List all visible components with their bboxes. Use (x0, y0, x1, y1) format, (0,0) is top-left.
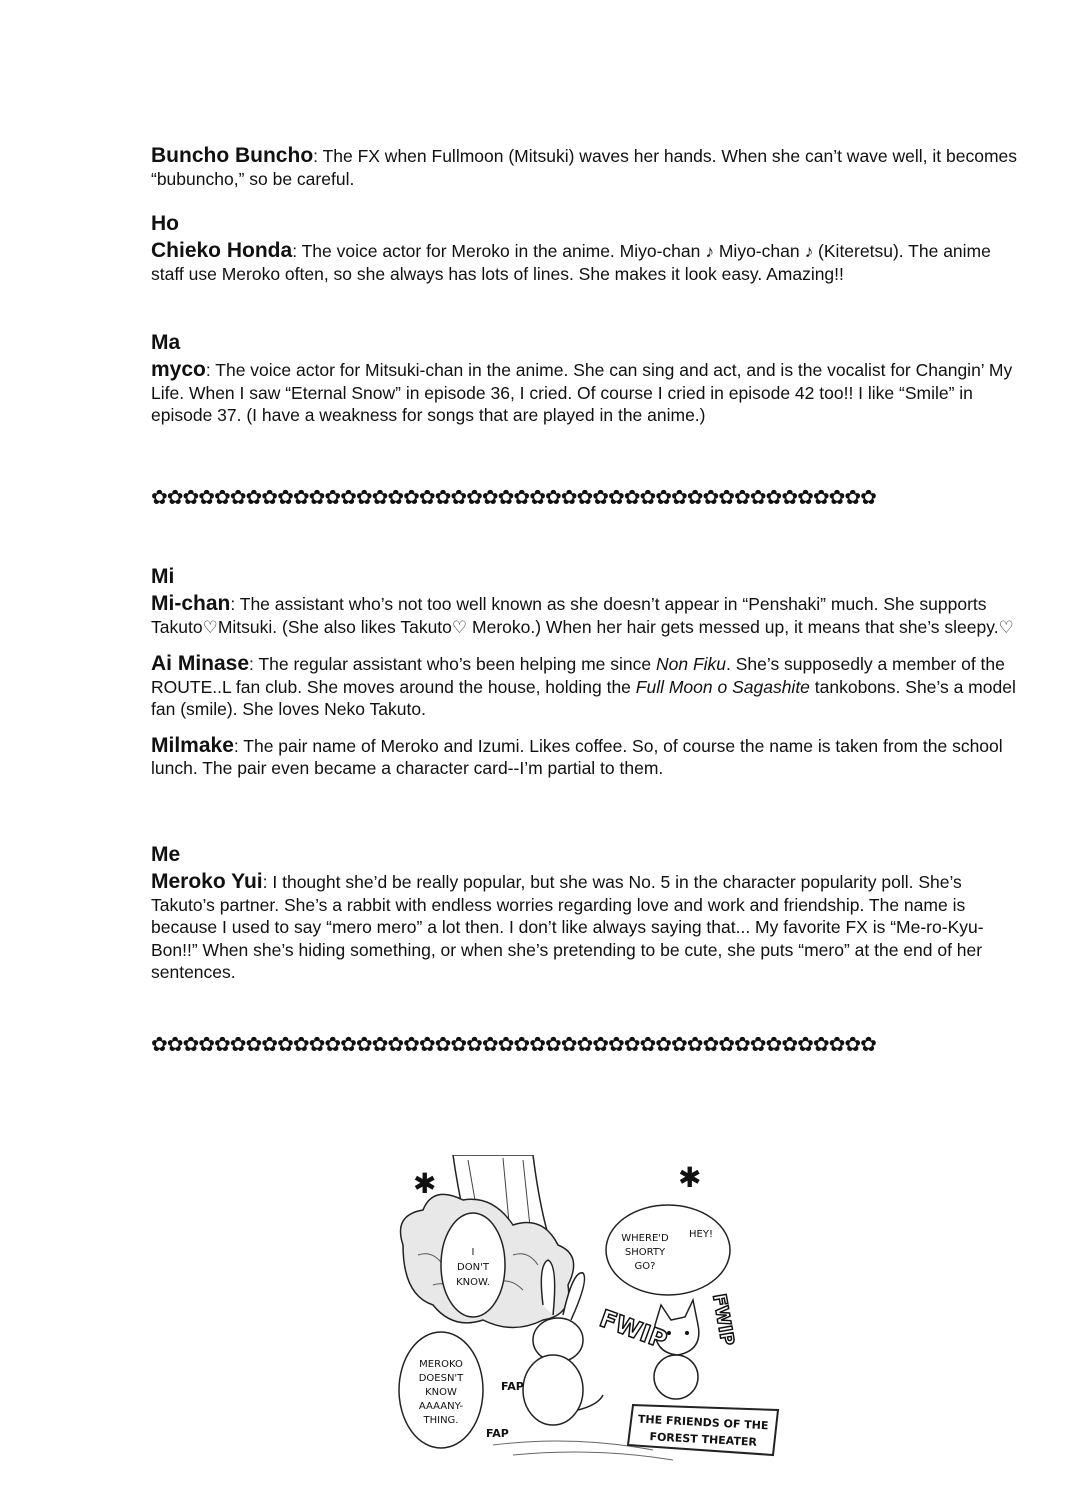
bubble-text: DON'T (457, 1262, 489, 1273)
title-full-moon: Full Moon o Sagashite (635, 676, 810, 697)
caption-line: FOREST THEATER (649, 1430, 758, 1449)
definition-mi-chan-3: Meroko.) When her hair gets messed up, it means that she’s sleepy. (467, 616, 999, 637)
heart-icon: ♡ (451, 617, 468, 638)
definition-ai-minase-3: tankobons. She’s a model fan (smile). She loves Neko Takuto. (151, 676, 1016, 719)
bubble-text: KNOW (425, 1387, 457, 1398)
heading-me: Me (151, 843, 181, 866)
term-milmake: Milmake (151, 733, 234, 757)
term-ai-minase: Ai Minase (151, 652, 250, 675)
heading-ho: Ho (151, 212, 179, 235)
sfx-fap: FAP (501, 1380, 524, 1393)
svg-text:FWIP: FWIP (595, 1304, 671, 1355)
heart-icon: ♡ (998, 617, 1014, 638)
bubble-text: THING. (423, 1415, 459, 1426)
term-chieko-honda: Chieko Honda (151, 239, 293, 262)
entry-chieko-honda (151, 240, 1021, 285)
entry-mi-chan (151, 593, 1021, 639)
definition-meroko-yui: : I thought she’d be really popular, but she was No. 5 in the character popularity poll. She’s Takuto’s partner. She’s a rabbit with endless worries regarding love and work and friendship. The name is because I used to say “mero mero” a lot then. I don’t like always saying that... My favorite FX is “Me-ro-Kyu-Bon!!” When she’s hiding something, or when she’s pretending to be cute, she puts “mero” at the end of her sentences. (151, 872, 984, 982)
section-ma (151, 331, 1021, 427)
bubble-text: AAAANY- (418, 1401, 464, 1412)
bubble-text: MEROKO (419, 1359, 463, 1370)
definition-mi-chan-2: Mitsuki. (She also likes Takuto (217, 616, 452, 637)
flower-divider: ✿✿✿✿✿✿✿✿✿✿✿✿✿✿✿✿✿✿✿✿✿✿✿✿✿✿✿✿✿✿✿✿✿✿✿✿✿✿✿✿✿✿✿✿✿✿ (151, 1033, 876, 1055)
title-non-fiku: Non Fiku (655, 654, 727, 674)
caption-banner (628, 1405, 778, 1455)
heading-mi: Mi (151, 565, 175, 588)
entry-milmake (151, 735, 1021, 780)
definition-chieko-honda: : The voice actor for Meroko in the anime. Miyo-chan ♪ Miyo-chan ♪ (Kiteretsu). The anime staff use Meroko often, so she always has lots of lines. She makes it look easy. Amazing!! (151, 241, 991, 284)
term-mi-chan: Mi-chan (151, 592, 231, 615)
definition-ai-minase-2: . She’s supposedly a member of the ROUTE..L fan club. She moves around the house, holding the (151, 654, 1005, 697)
definition-mi-chan-1: : The assistant who’s not too well known as she doesn’t appear in “Penshaki” much. She supports Takuto (151, 594, 987, 637)
entry-meroko-yui (151, 871, 1021, 984)
section-mi (151, 565, 1021, 780)
bubble-text: I (471, 1247, 475, 1258)
bubble-text: DOESN'T (418, 1373, 464, 1384)
definition-ai-minase-1: : The regular assistant who’s been helping me since (249, 654, 656, 674)
entry-buncho-text (151, 145, 1021, 190)
section-me (151, 843, 1021, 984)
star-icon: ✱ (678, 1161, 702, 1194)
bubble-text-hey: HEY! (689, 1229, 713, 1240)
definition-milmake: : The pair name of Meroko and Izumi. Likes coffee. So, of course the name is taken from the school lunch. The pair even became a character card--I’m partial to them. (151, 735, 1003, 778)
term-buncho: Buncho Buncho (151, 144, 314, 167)
heart-icon: ♡ (202, 617, 218, 638)
entry-myco (151, 359, 1021, 427)
bubble-text: WHERE'D (621, 1233, 669, 1244)
sfx-fap: FAP (486, 1427, 509, 1440)
svg-text:FWIP: FWIP (708, 1292, 738, 1348)
term-myco: myco (151, 358, 206, 381)
sfx-fwip-right (708, 1292, 738, 1347)
bubble-text: KNOW. (456, 1277, 490, 1288)
forest-theater-illustration (393, 1155, 793, 1465)
bubble-text: GO? (634, 1261, 656, 1272)
definition-myco: : The voice actor for Mitsuki-chan in the anime. She can sing and act, and is the vocalist for Changin’ My Life. When I saw “Eternal Snow” in episode 36, I cried. Of course I cried in episode 42 too!! I like “Smile” in episode 37. (I have a weakness for songs that are played in the anime.) (151, 360, 1013, 425)
star-icon: ✱ (413, 1167, 437, 1200)
caption-line: THE FRIENDS OF THE (637, 1412, 769, 1433)
definition-buncho: : The FX when Fullmoon (Mitsuki) waves her hands. When she can’t wave well, it becomes “bubuncho,” so be careful. (151, 146, 1018, 189)
entry-buncho (151, 145, 1021, 190)
heading-ma: Ma (151, 331, 181, 354)
bubble-text: SHORTY (624, 1247, 666, 1258)
flower-divider: ✿✿✿✿✿✿✿✿✿✿✿✿✿✿✿✿✿✿✿✿✿✿✿✿✿✿✿✿✿✿✿✿✿✿✿✿✿✿✿✿✿✿✿✿✿✿ (151, 486, 876, 508)
section-ho (151, 212, 1021, 285)
term-meroko-yui: Meroko Yui (151, 870, 263, 893)
entry-ai-minase (151, 653, 1021, 721)
